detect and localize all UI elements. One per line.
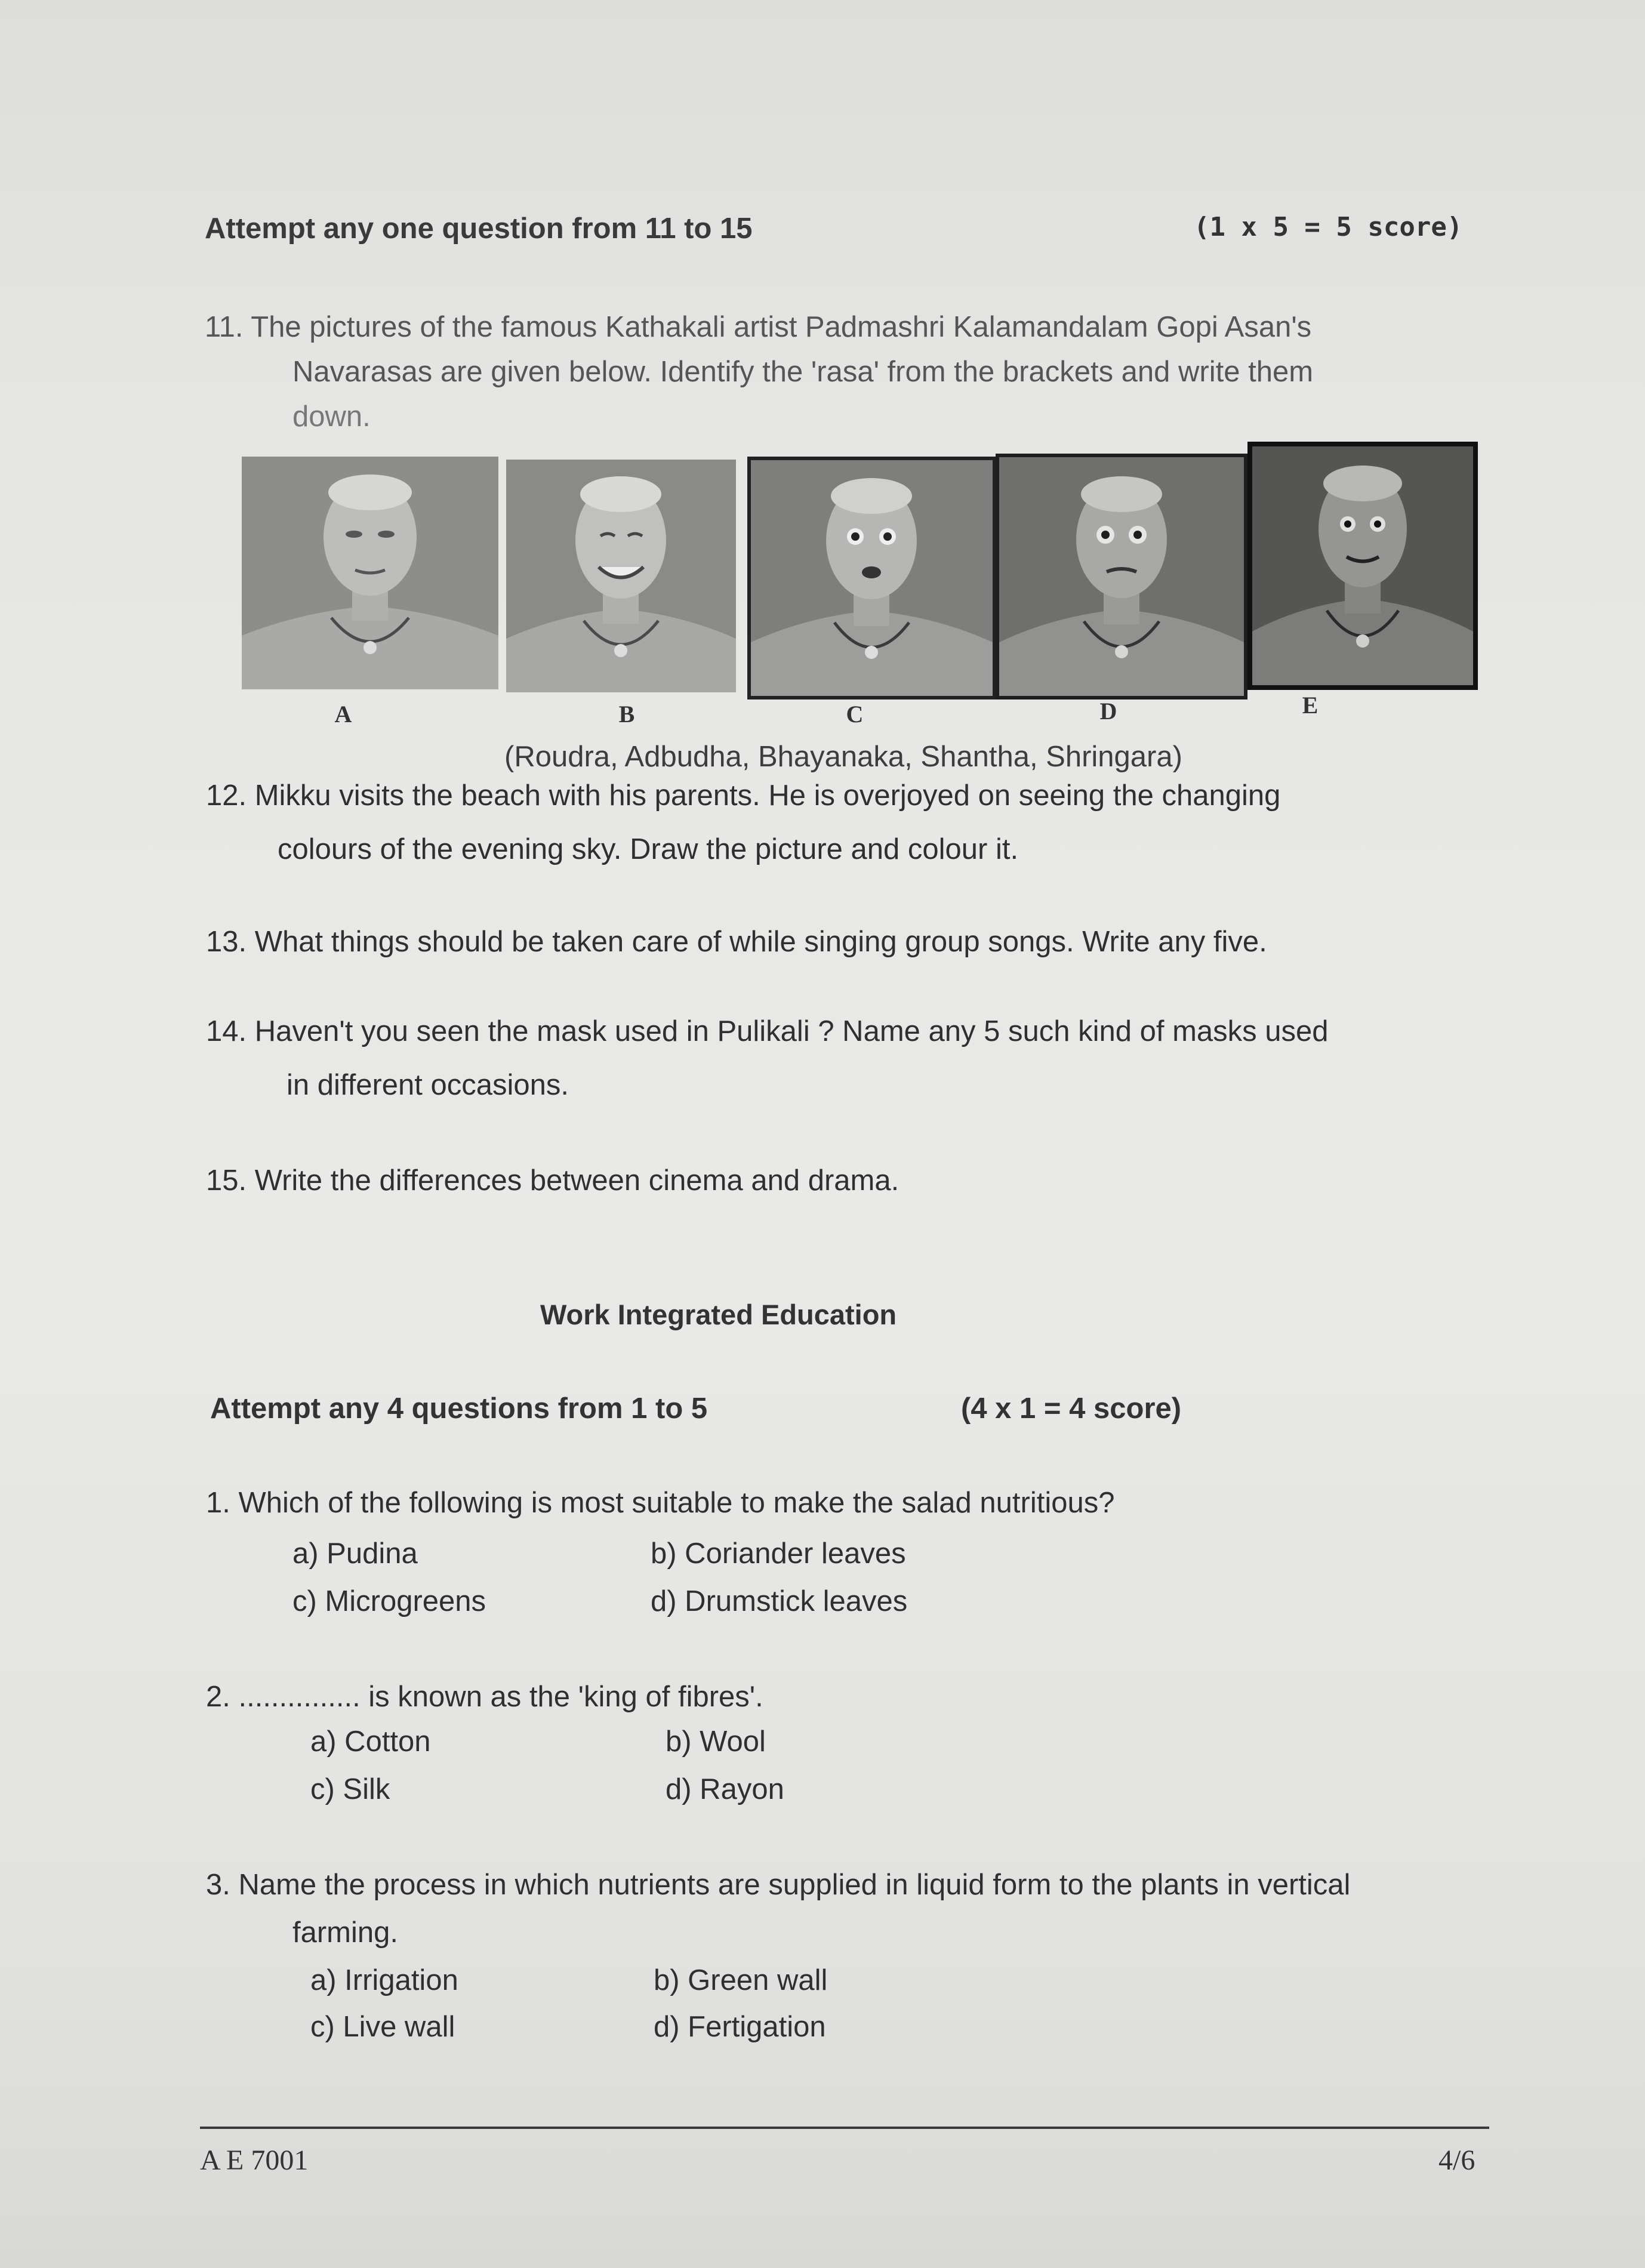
w1-option-b: b) Coriander leaves — [651, 1537, 906, 1570]
navarasa-photo-a — [242, 457, 498, 689]
q12-line1: 12. Mikku visits the beach with his parents. He is overjoyed on seeing the changing — [206, 779, 1281, 812]
w3-line2: farming. — [292, 1916, 399, 1949]
w2-option-d: d) Rayon — [666, 1773, 784, 1805]
q12-line2: colours of the evening sky. Draw the picture and colour it. — [278, 833, 1019, 865]
w1-option-a: a) Pudina — [292, 1537, 418, 1570]
wie-instruction: Attempt any 4 questions from 1 to 5 — [210, 1392, 708, 1425]
navarasa-photo-c — [747, 457, 996, 699]
w1-option-d: d) Drumstick leaves — [651, 1585, 908, 1617]
w3-option-d: d) Fertigation — [654, 2011, 826, 2043]
w1-question: 1. Which of the following is most suitable to make the salad nutritious? — [206, 1487, 1115, 1519]
wie-heading: Work Integrated Education — [540, 1299, 897, 1330]
w2-option-b: b) Wool — [666, 1725, 766, 1758]
w2-option-c: c) Silk — [310, 1773, 390, 1805]
q11-line1: 11. The pictures of the famous Kathakali artist Padmashri Kalamandalam Gopi Asan's — [205, 311, 1312, 343]
navarasa-photo-e — [1247, 442, 1478, 690]
q14-line1: 14. Haven't you seen the mask used in Pulikali ? Name any 5 such kind of masks used — [206, 1015, 1329, 1047]
section-score: (1 x 5 = 5 score) — [1194, 212, 1463, 242]
footer-rule — [200, 2127, 1489, 2129]
section-instruction: Attempt any one question from 11 to 15 — [205, 212, 753, 245]
w2-question: 2. ............... is known as the 'king of fibres'. — [206, 1681, 763, 1713]
photo-label-d: D — [1099, 698, 1117, 725]
footer-code: A E 7001 — [200, 2144, 309, 2176]
w3-option-c: c) Live wall — [310, 2011, 455, 2043]
page-number: 4/6 — [1438, 2144, 1475, 2176]
w2-option-a: a) Cotton — [310, 1725, 431, 1758]
navarasa-photo-d — [996, 454, 1247, 699]
photo-label-c: C — [846, 701, 864, 728]
wie-score: (4 x 1 = 4 score) — [961, 1392, 1182, 1425]
q14-line2: in different occasions. — [287, 1069, 569, 1101]
q13-text: 13. What things should be taken care of while singing group songs. Write any five. — [206, 926, 1267, 958]
photo-label-e: E — [1302, 692, 1319, 719]
w3-option-b: b) Green wall — [654, 1964, 828, 1996]
q11-line3: down. — [292, 400, 371, 433]
w3-line1: 3. Name the process in which nutrients are supplied in liquid form to the plants in vertical — [206, 1869, 1351, 1901]
q11-line2: Navarasas are given below. Identify the 'rasa' from the brackets and write them — [292, 356, 1314, 388]
q15-text: 15. Write the differences between cinema and drama. — [206, 1164, 899, 1197]
q11-rasa-options: (Roudra, Adbudha, Bhayanaka, Shantha, Shringara) — [504, 741, 1182, 773]
w3-option-a: a) Irrigation — [310, 1964, 458, 1996]
navarasa-photo-b — [506, 460, 736, 692]
w1-option-c: c) Microgreens — [292, 1585, 486, 1617]
photo-label-a: A — [334, 701, 352, 728]
photo-label-b: B — [618, 701, 635, 728]
